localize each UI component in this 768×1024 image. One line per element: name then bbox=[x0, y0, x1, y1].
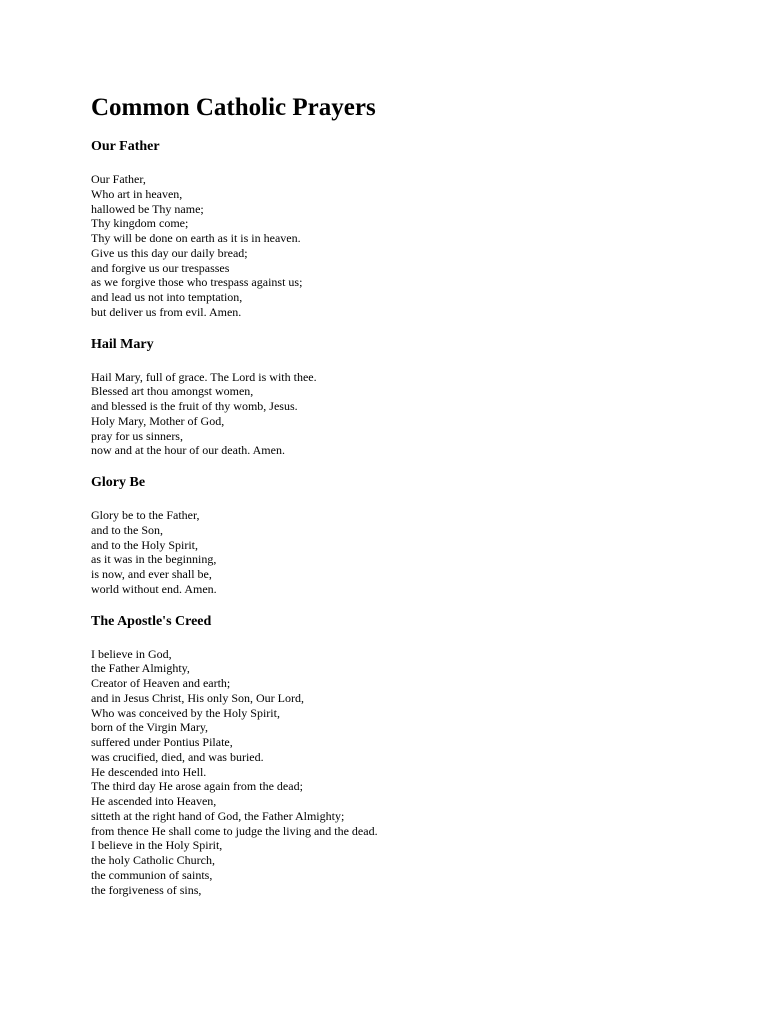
prayer-line: Thy will be done on earth as it is in heaven. bbox=[91, 231, 301, 245]
prayer-line: Blessed art thou amongst women, bbox=[91, 384, 254, 399]
prayer-line: Creator of Heaven and earth; bbox=[91, 676, 231, 690]
prayer-line: suffered under Pontius Pilate, bbox=[91, 735, 233, 749]
prayer-line: He ascended into Heaven, bbox=[91, 794, 217, 808]
prayer-text bbox=[91, 172, 731, 320]
prayer-line: The third day He arose again from the dead; bbox=[91, 779, 303, 794]
prayer-line: and blessed is the fruit of thy womb, Jesus. bbox=[91, 399, 298, 413]
prayer-line: Hail Mary, full of grace. The Lord is with thee. bbox=[91, 369, 317, 384]
prayer-line: Who art in heaven, bbox=[91, 186, 183, 201]
prayer-line: from thence He shall come to judge the living and the dead. bbox=[91, 823, 378, 838]
prayer-line: Thy kingdom come; bbox=[91, 216, 189, 231]
document-page bbox=[91, 92, 731, 913]
section-heading: Hail Mary bbox=[91, 336, 154, 352]
prayer-line: the Father Almighty, bbox=[91, 661, 190, 676]
prayer-line: and forgive us our trespasses bbox=[91, 260, 230, 275]
document-title: Common Catholic Prayers bbox=[91, 94, 376, 121]
prayer-line: pray for us sinners, bbox=[91, 428, 183, 443]
prayer-line: and to the Holy Spirit, bbox=[91, 537, 198, 552]
prayer-line: Who was conceived by the Holy Spirit, bbox=[91, 705, 280, 720]
section-heading: Glory Be bbox=[91, 475, 146, 490]
prayer-line: the forgiveness of sins, bbox=[91, 882, 202, 897]
prayer-line: I believe in God, bbox=[91, 646, 172, 661]
prayer-text bbox=[91, 647, 731, 898]
prayer-section bbox=[91, 138, 731, 320]
prayer-line: Give us this day our daily bread; bbox=[91, 245, 248, 260]
prayer-line: hallowed be Thy name; bbox=[91, 201, 204, 216]
prayer-line: and lead us not into temptation, bbox=[91, 290, 243, 304]
prayer-line: Our Father, bbox=[91, 172, 146, 186]
prayer-line: and to the Son, bbox=[91, 522, 163, 537]
prayer-section bbox=[91, 613, 731, 898]
prayer-line: born of the Virgin Mary, bbox=[91, 720, 209, 735]
prayer-line: as we forgive those who trespass against us; bbox=[91, 275, 303, 290]
prayer-line: Holy Mary, Mother of God, bbox=[91, 413, 225, 428]
prayer-line: the holy Catholic Church, bbox=[91, 853, 215, 867]
section-heading: The Apostle's Creed bbox=[91, 613, 212, 629]
prayer-line: sitteth at the right hand of God, the Father Almighty; bbox=[91, 808, 345, 823]
prayer-line: the communion of saints, bbox=[91, 867, 213, 882]
prayer-line: world without end. Amen. bbox=[91, 581, 217, 596]
prayer-line: and in Jesus Christ, His only Son, Our Lord, bbox=[91, 690, 304, 705]
prayer-text bbox=[91, 508, 731, 597]
prayer-line: is now, and ever shall be, bbox=[91, 567, 212, 581]
prayer-line: I believe in the Holy Spirit, bbox=[91, 838, 223, 853]
prayer-line: now and at the hour of our death. Amen. bbox=[91, 443, 285, 458]
prayer-line: was crucified, died, and was buried. bbox=[91, 749, 264, 764]
prayer-line: as it was in the beginning, bbox=[91, 552, 217, 567]
prayer-line: He descended into Hell. bbox=[91, 764, 207, 779]
prayer-line: but deliver us from evil. Amen. bbox=[91, 304, 242, 319]
prayer-line: Glory be to the Father, bbox=[91, 508, 200, 522]
prayer-section bbox=[91, 474, 731, 597]
prayer-section bbox=[91, 336, 731, 459]
prayer-text bbox=[91, 370, 731, 459]
section-heading: Our Father bbox=[91, 139, 160, 154]
prayer-sections bbox=[91, 138, 731, 897]
